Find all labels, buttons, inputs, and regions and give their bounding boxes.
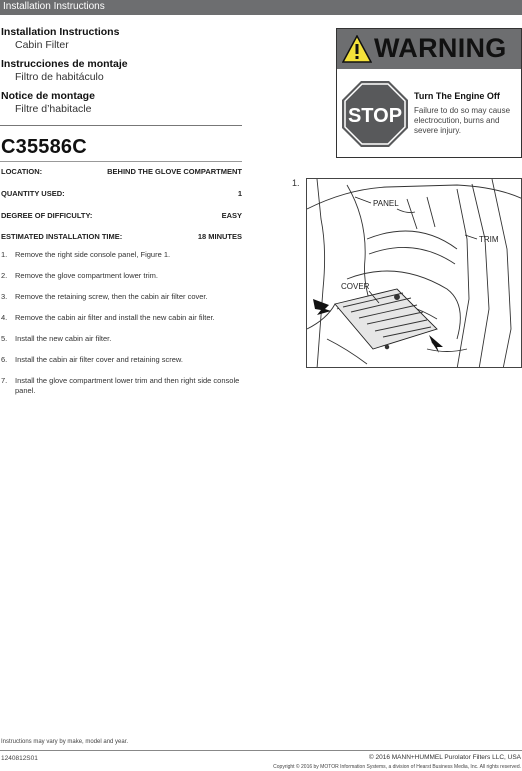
figure-1-illustration xyxy=(306,178,522,368)
info-value: 18 MINUTES xyxy=(197,232,242,241)
step-text: Remove the cabin air filter and install the new cabin air filter. xyxy=(15,313,215,322)
step-text: Remove the glove compartment lower trim. xyxy=(15,271,158,280)
list-item xyxy=(1,313,241,323)
list-item xyxy=(1,376,241,396)
label-panel: PANEL xyxy=(373,199,399,208)
step-text: Remove the retaining screw, then the cabin air filter cover. xyxy=(15,292,208,301)
warning-triangle-icon xyxy=(342,35,372,63)
list-item xyxy=(1,334,241,344)
instruction-steps xyxy=(1,250,241,407)
part-number: C35586C xyxy=(1,136,87,158)
divider xyxy=(0,125,242,126)
subtitle-english: Cabin Filter xyxy=(15,39,69,51)
step-number: 2. xyxy=(1,271,8,280)
list-item xyxy=(1,355,241,365)
warning-header xyxy=(337,29,521,69)
list-item xyxy=(1,250,241,260)
copyright-line-2: Copyright © 2016 by MOTOR Information Systems, a division of Hearst Business Media, Inc. All rights reserved. xyxy=(273,764,521,770)
step-number: 7. xyxy=(1,376,8,385)
info-label: ESTIMATED INSTALLATION TIME: xyxy=(1,232,123,241)
label-trim: TRIM xyxy=(479,235,499,244)
warning-box xyxy=(336,28,522,158)
info-value: 1 xyxy=(237,189,242,198)
title-french: Notice de montage xyxy=(1,90,95,102)
subtitle-spanish: Filtro de habitáculo xyxy=(15,71,104,83)
figure-number: 1. xyxy=(292,178,300,188)
step-number: 5. xyxy=(1,334,8,343)
step-text: Install the new cabin air filter. xyxy=(15,334,112,343)
glove-compartment-drawing xyxy=(307,179,522,368)
step-text: Install the cabin air filter cover and retaining screw. xyxy=(15,355,183,364)
title-block xyxy=(1,26,241,122)
list-item xyxy=(1,292,241,302)
subtitle-french: Filtre d’habitacle xyxy=(15,103,92,115)
info-value: EASY xyxy=(221,211,242,220)
info-label: LOCATION: xyxy=(1,167,43,176)
title-english: Installation Instructions xyxy=(1,26,120,38)
stop-text: STOP xyxy=(347,105,403,127)
step-text: Install the glove compartment lower trim and then right side console panel. xyxy=(15,376,240,395)
footer-divider xyxy=(0,750,522,751)
info-label: DEGREE OF DIFFICULTY: xyxy=(1,211,93,220)
step-number: 3. xyxy=(1,292,8,301)
step-text: Remove the right side console panel, Figure 1. xyxy=(15,250,171,259)
label-cover: COVER xyxy=(341,282,370,291)
list-item xyxy=(1,271,241,281)
info-value: BEHIND THE GLOVE COMPARTMENT xyxy=(107,167,242,176)
divider xyxy=(0,161,242,162)
title-spanish: Instrucciones de montaje xyxy=(1,58,128,70)
warning-title: WARNING xyxy=(374,33,507,63)
document-id: 1240812S01 xyxy=(1,755,38,762)
step-number: 1. xyxy=(1,250,8,259)
warning-heading: Turn The Engine Off xyxy=(414,91,500,101)
warning-text: Failure to do so may cause electrocution, burns and severe injury. xyxy=(414,106,511,135)
header-title: Installation Instructions xyxy=(3,1,105,12)
info-label: QUANTITY USED: xyxy=(1,189,65,198)
header-bar xyxy=(0,0,522,15)
stop-sign-icon xyxy=(341,80,409,148)
step-number: 6. xyxy=(1,355,8,364)
copyright-line-1: © 2016 MANN+HUMMEL Purolator Filters LLC, USA xyxy=(368,754,521,761)
step-number: 4. xyxy=(1,313,8,322)
footer-note: Instructions may vary by make, model and year. xyxy=(1,739,129,745)
